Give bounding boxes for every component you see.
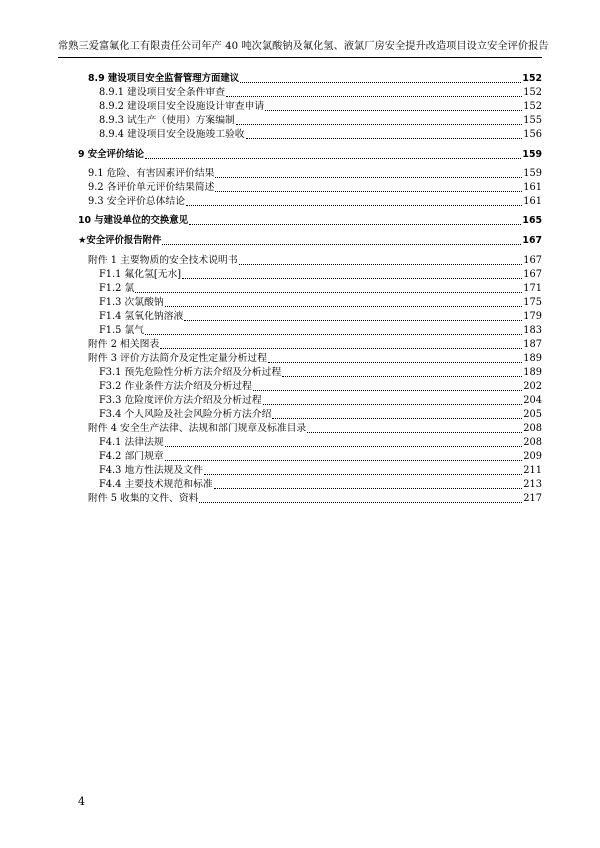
toc-dot-leader [189, 224, 521, 225]
toc-entry[interactable] [72, 296, 542, 310]
toc-entry-title: F3.3 危险度评价方法介绍及分析过程 [99, 395, 262, 406]
toc-entry[interactable] [72, 338, 542, 352]
toc-entry-page: 156 [523, 129, 542, 140]
toc-entry-title: F1.4 氢氧化钠溶液 [99, 311, 184, 322]
toc-dot-leader [246, 138, 523, 139]
toc-entry[interactable] [72, 128, 542, 142]
toc-entry[interactable] [72, 394, 542, 408]
toc-dot-leader [240, 82, 521, 83]
toc-entry-page: 208 [523, 423, 542, 434]
toc-dot-leader [184, 320, 522, 321]
toc-entry-title: F1.3 次氯酸钠 [99, 297, 164, 308]
toc-entry-title: 8.9.4 建设项目安全设施竣工验收 [99, 129, 245, 140]
toc-entry[interactable] [72, 195, 542, 209]
toc-entry[interactable] [72, 464, 542, 478]
toc-entry-title: ★安全评价报告附件 [78, 235, 162, 246]
toc-dot-leader [162, 244, 521, 245]
toc-entry-page: 155 [523, 115, 542, 126]
toc-entry-title: F4.2 部门规章 [99, 451, 164, 462]
toc-dot-leader [253, 390, 522, 391]
toc-entry-page: 152 [523, 87, 542, 98]
toc-entry-page: 152 [523, 101, 542, 112]
toc-entry-page: 202 [523, 381, 542, 392]
toc-entry[interactable] [72, 86, 542, 100]
toc-entry-title: 9.1 危险、有害因素评价结果 [88, 168, 215, 179]
toc-entry-title: 8.9.1 建设项目安全条件审查 [99, 87, 226, 98]
toc-entry[interactable] [72, 268, 542, 282]
toc-entry-title: 10 与建设单位的交换意见 [78, 215, 189, 226]
toc-dot-leader [145, 158, 521, 159]
toc-entry-title: 附件 5 收集的文件、资料 [88, 493, 199, 504]
toc-dot-leader [282, 376, 522, 377]
toc-entry-title: F1.5 氯气 [99, 325, 145, 336]
toc-entry[interactable] [72, 436, 542, 450]
toc-entry[interactable] [72, 234, 542, 248]
toc-entry-title: F4.4 主要技术规范和标准 [99, 479, 213, 490]
toc-entry-page: 161 [523, 182, 542, 193]
toc-entry-title: 8.9 建设项目安全监督管理方面建议 [88, 73, 240, 84]
header-rule [58, 57, 542, 58]
toc-entry-title: 9 安全评价结论 [78, 149, 145, 160]
toc-entry-title: 附件 1 主要物质的安全技术说明书 [88, 255, 238, 266]
toc-entry-title: 9.3 安全评价总体结论 [88, 196, 186, 207]
toc-dot-leader [226, 96, 522, 97]
toc-dot-leader [265, 110, 522, 111]
toc-entry-title: F1.2 氯 [99, 283, 135, 294]
toc-dot-leader [239, 264, 523, 265]
toc-entry-page: 205 [523, 409, 542, 420]
toc-entry[interactable] [72, 324, 542, 338]
toc-entry-page: 211 [523, 465, 542, 476]
toc-entry[interactable] [72, 100, 542, 114]
toc-entry[interactable] [72, 366, 542, 380]
toc-dot-leader [145, 334, 522, 335]
toc-dot-leader [186, 205, 522, 206]
toc-entry[interactable] [72, 422, 542, 436]
toc-dot-leader [215, 191, 522, 192]
toc-entry-title: 附件 3 评价方法简介及定性定量分析过程 [88, 353, 268, 364]
toc-entry[interactable] [72, 167, 542, 181]
toc-dot-leader [135, 292, 522, 293]
toc-entry[interactable] [72, 380, 542, 394]
toc-entry-page: 213 [523, 479, 542, 490]
toc-entry-page: 167 [523, 255, 542, 266]
toc-entry-page: 159 [523, 168, 542, 179]
toc-entry-title: F4.3 地方性法规及文件 [99, 465, 203, 476]
toc-entry[interactable] [72, 408, 542, 422]
toc-dot-leader [214, 488, 523, 489]
toc-entry-page: 189 [523, 367, 542, 378]
toc-entry[interactable] [72, 492, 542, 506]
page-number: 4 [78, 795, 85, 808]
toc-entry-title: 附件 2 相关图表 [88, 339, 160, 350]
toc-entry-title: F3.4 个人风险及社会风险分析方法介绍 [99, 409, 272, 420]
toc-entry[interactable] [72, 478, 542, 492]
toc-dot-leader [263, 404, 523, 405]
toc-entry-page: 189 [523, 353, 542, 364]
toc-entry-page: 161 [523, 196, 542, 207]
toc-entry-page: 175 [523, 297, 542, 308]
toc-entry-page: 217 [523, 493, 542, 504]
toc-entry-page: 167 [523, 269, 542, 280]
toc-entry-page: 209 [523, 451, 542, 462]
toc-entry-title: F3.1 预先危险性分析方法介绍及分析过程 [99, 367, 282, 378]
toc-entry[interactable] [72, 450, 542, 464]
toc-entry-page: 208 [523, 437, 542, 448]
toc-entry[interactable] [72, 282, 542, 296]
toc-entry-title: 8.9.3 试生产（使用）方案编制 [99, 115, 235, 126]
toc-entry[interactable] [72, 148, 542, 162]
toc-entry-title: 附件 4 安全生产法律、法规和部门规章及标准目录 [88, 423, 307, 434]
toc-dot-leader [236, 124, 522, 125]
toc-dot-leader [272, 418, 522, 419]
toc-entry-title: F1.1 氟化氢[无水] [99, 269, 182, 280]
toc-dot-leader [182, 278, 522, 279]
toc-entry[interactable] [72, 352, 542, 366]
toc-dot-leader [165, 446, 523, 447]
toc-entry[interactable] [72, 114, 542, 128]
toc-entry-title: F3.2 作业条件方法介绍及分析过程 [99, 381, 252, 392]
toc-entry-page: 187 [523, 339, 542, 350]
toc-entry-page: 165 [522, 215, 542, 226]
toc-entry-page: 171 [523, 283, 542, 294]
running-header: 常熟三爱富氟化工有限责任公司年产 40 吨次氯酸钠及氟化氢、液氯厂房安全提升改造项目设立安全评价报告 [58, 41, 549, 52]
toc-dot-leader [165, 306, 523, 307]
toc-entry-page: 204 [523, 395, 542, 406]
toc-entry-page: 183 [523, 325, 542, 336]
toc-entry[interactable] [72, 181, 542, 195]
toc-entry[interactable] [72, 72, 542, 86]
toc-dot-leader [160, 348, 522, 349]
toc-entry-page: 159 [522, 149, 542, 160]
toc-dot-leader [215, 177, 522, 178]
toc-dot-leader [307, 432, 522, 433]
toc-entry-title: 9.2 各评价单元评价结果简述 [88, 182, 215, 193]
toc-dot-leader [204, 474, 522, 475]
toc-dot-leader [199, 502, 522, 503]
toc-dot-leader [165, 460, 523, 461]
toc-entry-page: 167 [522, 235, 542, 246]
toc-entry[interactable] [72, 214, 542, 228]
toc-entry-page: 152 [522, 73, 542, 84]
toc-entry[interactable] [72, 254, 542, 268]
toc-entry-title: F4.1 法律法规 [99, 437, 164, 448]
toc-dot-leader [268, 362, 522, 363]
toc-entry-title: 8.9.2 建设项目安全设施设计审查申请 [99, 101, 265, 112]
toc-entry-page: 179 [523, 311, 542, 322]
toc-entry[interactable] [72, 310, 542, 324]
